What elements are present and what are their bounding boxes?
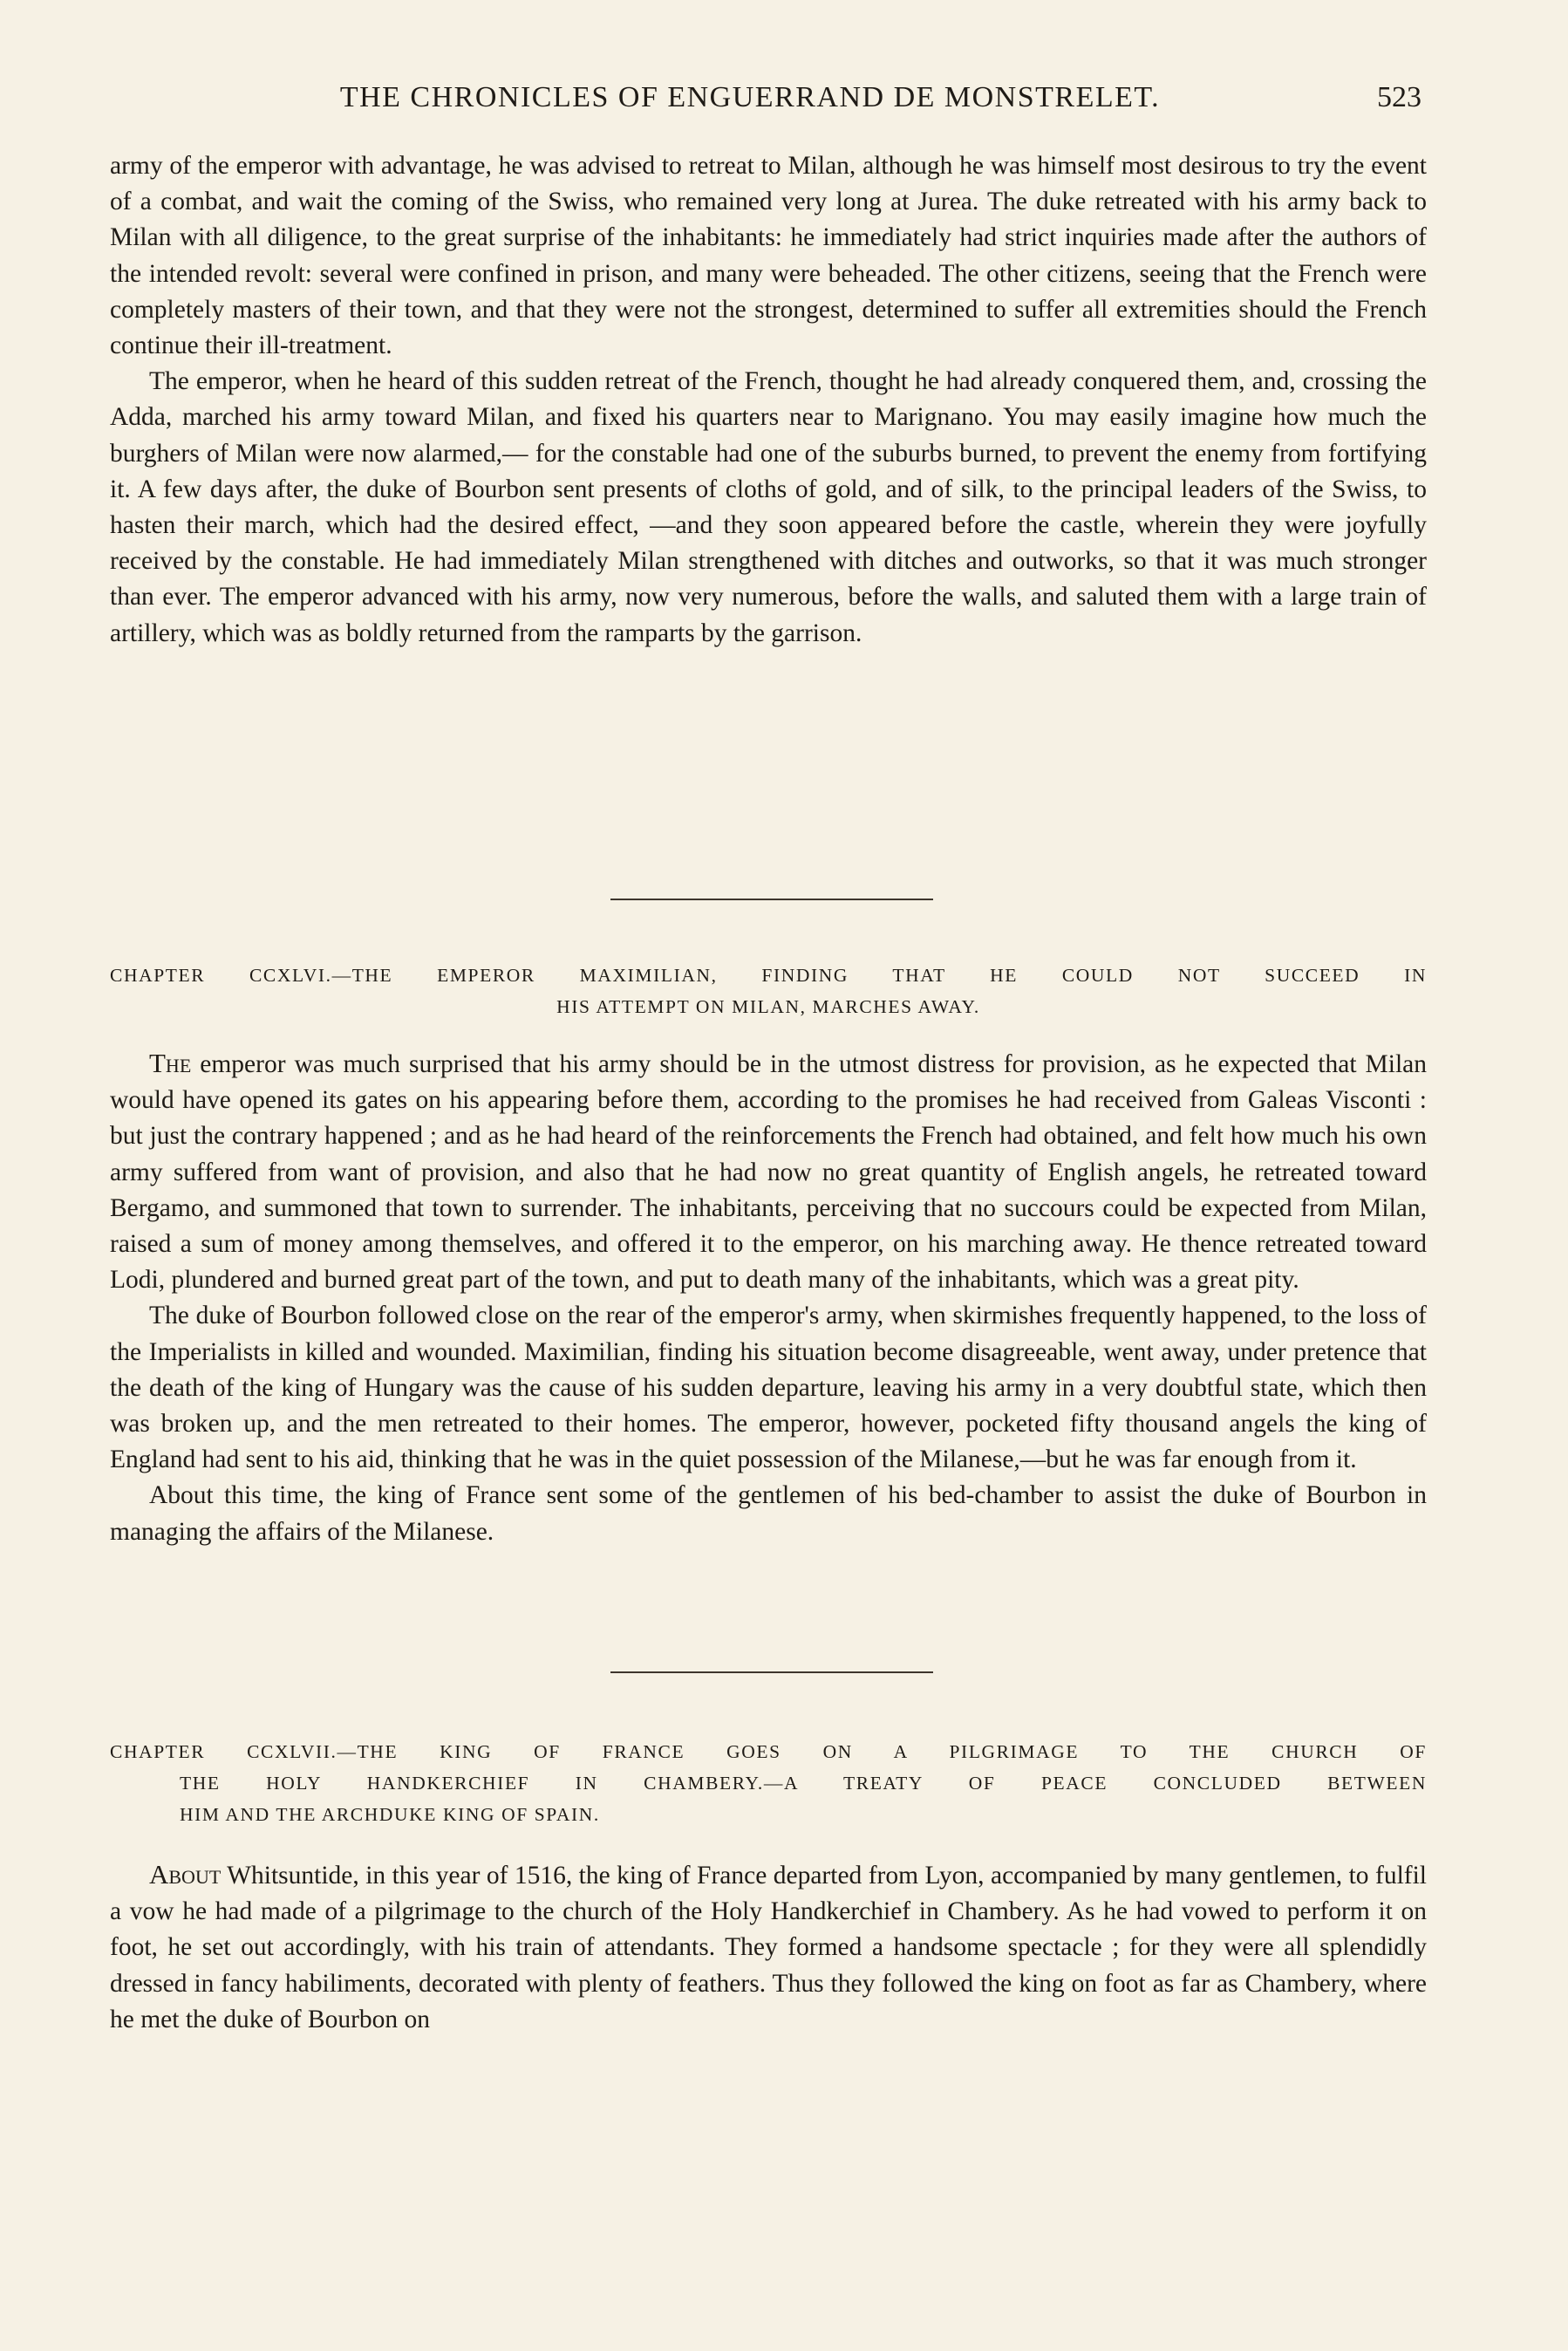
section-divider: [610, 899, 933, 900]
paragraph-text: emperor was much surprised that his army should be in the utmost distress for provision, as he expected that Milan would have opened its gates on his appearing before them, according to the promises he had received from Galeas Visconti : but just the contrary happened ; and as he had heard of the reinforcements the French had obtained, and felt how much his own army suffered from want of provision, and also that he had now no great quantity of English angels, he retreated toward Bergamo, and summoned that town to surrender. The inhabitants, perceiving that no succours could be expected from Milan, raised a sum of money among themselves, and offered it to the emperor, on his marching away. He thence retreated toward Lodi, plundered and burned great part of the town, and put to death many of the inhabitants, which was a great pity.: [110, 1050, 1427, 1295]
chapter-247-heading: [110, 1736, 1427, 1830]
paragraph-continued: army of the emperor with advantage, he was advised to retreat to Milan, although he was himself most desirous to try the event of a combat, and wait the coming of the Swiss, who remained very long at Jurea. The duke retreated with his army back to Milan with all diligence, to the great surprise of the inhabitants: he immediately had strict inquiries made after the authors of the intended revolt: several were confined in prison, and many were beheaded. The other citizens, seeing that the French were completely masters of their town, and that they were not the strongest, determined to suffer all extremities should the French continue their ill-treatment.: [110, 152, 1427, 360]
chapter-246-body: [110, 1045, 1427, 1550]
chapter-heading-line: CHAPTER CCXLVI.—THE EMPEROR MAXIMILIAN, FINDING THAT HE COULD NOT SUCCEED IN: [110, 965, 1427, 986]
paragraph-king-of-france: About this time, the king of France sent some of the gentlemen of his bed-chamber to assist the duke of Bourbon in managing the affairs of the Milanese.: [110, 1481, 1427, 1546]
chapter-heading-line: HIS ATTEMPT ON MILAN, MARCHES AWAY.: [556, 996, 980, 1017]
lead-word: About: [149, 1859, 222, 1890]
chapter-heading-line: THE HOLY HANDKERCHIEF IN CHAMBERY.—A TREATY OF PEACE CONCLUDED BETWEEN: [180, 1773, 1427, 1794]
chapter-heading-line: CHAPTER CCXLVII.—THE KING OF FRANCE GOES ON A PILGRIMAGE TO THE CHURCH OF: [110, 1741, 1427, 1762]
chapter-heading-line: HIM AND THE ARCHDUKE KING OF SPAIN.: [180, 1804, 600, 1825]
running-head: [0, 80, 1568, 115]
section-continuation: [110, 148, 1427, 652]
paragraph-emperor-advance: The emperor, when he heard of this sudden retreat of the French, thought he had already conquered them, and, crossing the Adda, marched his army toward Milan, and fixed his quarters near to Marignano. You may easily imagine how much the burghers of Milan were now alarmed,— for the constable had one of the suburbs burned, to prevent the enemy from fortifying it. A few days after, the duke of Bourbon sent presents of cloths of gold, and of silk, to the principal leaders of the Swiss, to hasten their march, which had the desired effect, —and they soon appeared before the castle, wherein they were joyfully received by the constable. He had immediately Milan strengthened with ditches and outworks, so that it was much stronger than ever. The emperor advanced with his army, now very numerous, before the walls, and saluted them with a large train of artillery, which was as boldly returned from the ramparts by the garrison.: [110, 367, 1427, 647]
book-title: THE CHRONICLES OF ENGUERRAND DE MONSTRELET.: [339, 81, 1161, 113]
chapter-246-heading: [110, 960, 1427, 1022]
paragraph-text: Whitsuntide, in this year of 1516, the king of France departed from Lyon, accompanied by many gentlemen, to fulfil a vow he had made of a pilgrimage to the church of the Holy Handkerchief in Chambery. As he had vowed to perform it on foot, he set out accordingly, with his train of attendants. They formed a handsome spectacle ; for they were all splendidly dressed in fancy habiliments, decorated with plenty of feathers. Thus they followed the king on foot as far as Chambery, where he met the duke of Bourbon on: [110, 1862, 1427, 2033]
paragraph-whitsuntide: [110, 1856, 1427, 2038]
paragraph-emperor-distress: [110, 1045, 1427, 1298]
page-number: 523: [1377, 81, 1421, 113]
lead-word: The: [149, 1048, 192, 1078]
section-divider: [610, 1671, 933, 1673]
paragraph-duke-of-bourbon: The duke of Bourbon followed close on the rear of the emperor's army, when skirmishes frequently happened, to the loss of the Imperialists in killed and wounded. Maximilian, finding his situation become disagreeable, went away, under pretence that the death of the king of Hungary was the cause of his sudden departure, leaving his army in a very doubtful state, which then was broken up, and the men retreated to their homes. The emperor, however, pocketed fifty thousand angels the king of England had sent to his aid, thinking that he was in the quiet possession of the Milanese,—but he was far enough from it.: [110, 1302, 1427, 1474]
chapter-247-body: [110, 1856, 1427, 2038]
